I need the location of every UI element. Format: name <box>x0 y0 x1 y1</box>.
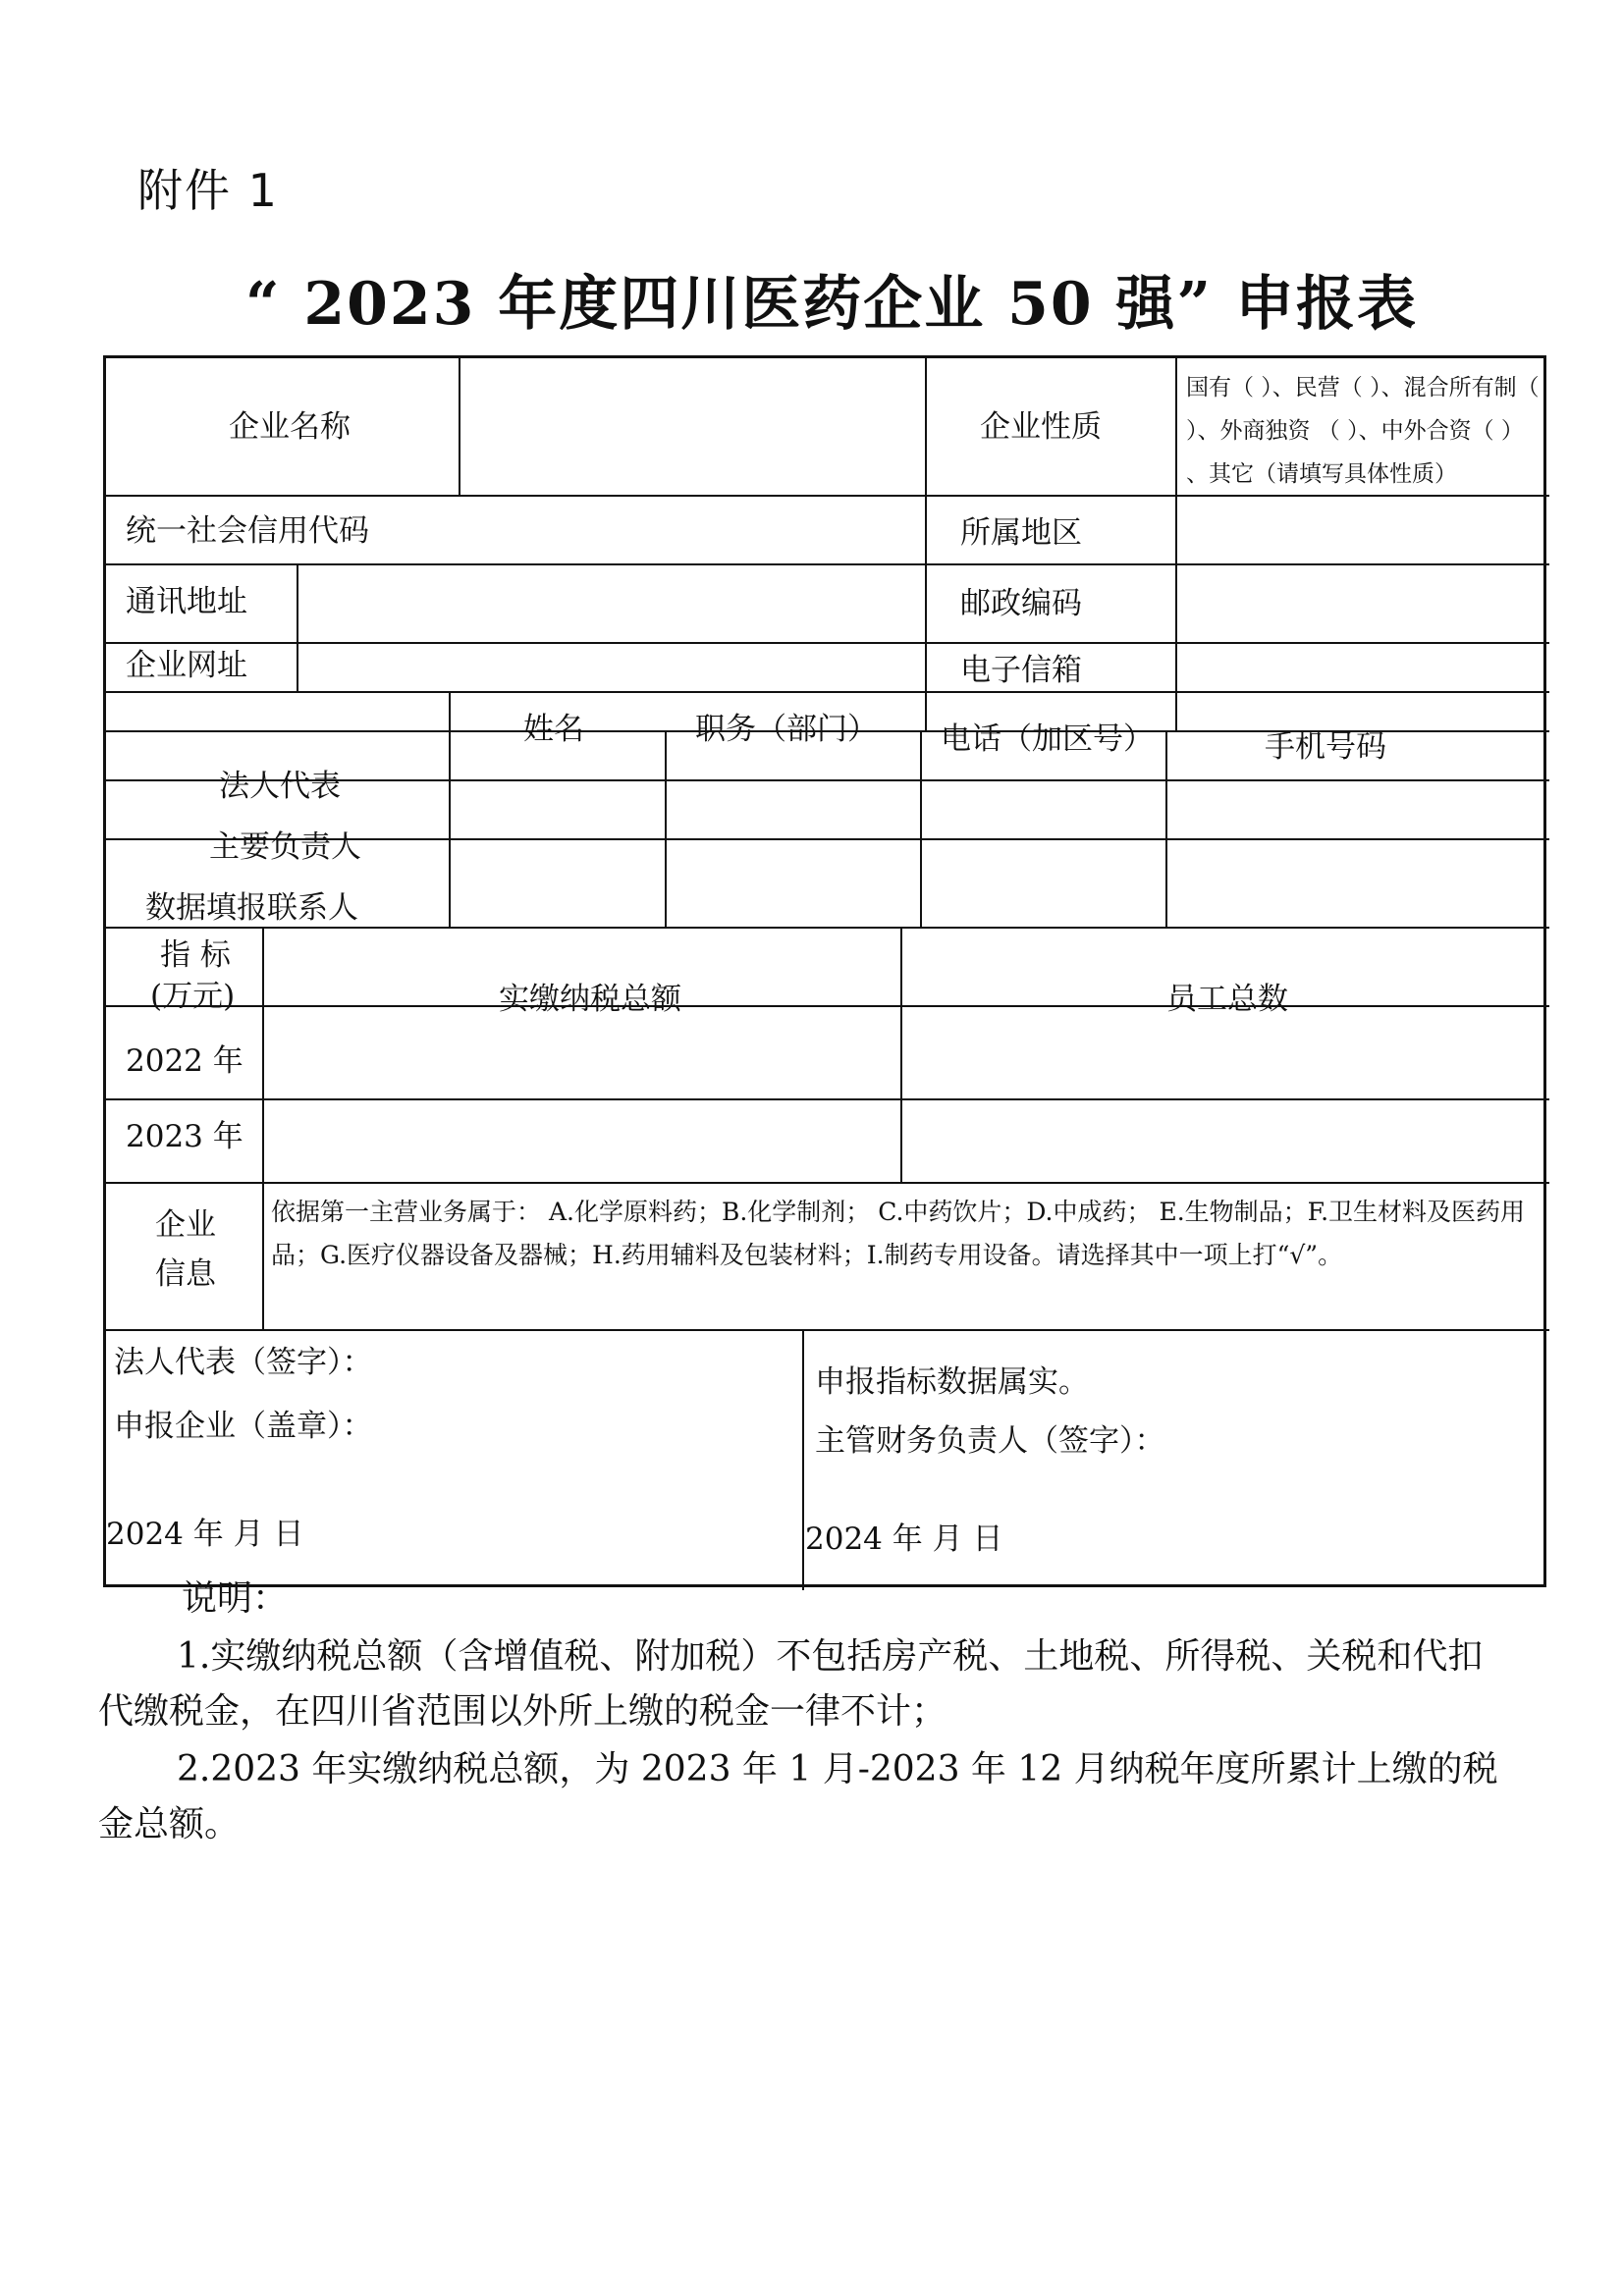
form-title: “ 2023 年度四川医药企业 50 强” 申报表 <box>245 270 1418 339</box>
email-label: 电子信箱 <box>960 653 1082 688</box>
info-label-line2: 信息 <box>155 1256 216 1292</box>
contacts-header-mobile: 手机号码 <box>1265 729 1386 765</box>
declaration-text: 申报指标数据属实。 <box>815 1364 1089 1400</box>
contact-row-responsible: 主要负责人 <box>209 829 361 865</box>
website-label: 企业网址 <box>126 648 247 683</box>
postcode-label: 邮政编码 <box>960 586 1082 621</box>
indicator-label-line2: (万元) <box>150 979 236 1014</box>
info-label-line1: 企业 <box>155 1207 216 1243</box>
date-left: 2024 年 月 日 <box>106 1517 304 1552</box>
note-item-2: 2.2023 年实缴纳税总额，为 2023 年 1 月-2023 年 12 月纳税年度所累计上缴的税金总额。 <box>98 1749 1498 1844</box>
company-nature-options: 国有（ ）、民营（ ）、混合所有制（ ）、外商独资 （ ）、中外合资（ ） 、其它（请填写具体性质） <box>1186 375 1540 487</box>
contacts-header-position: 职务（部门） <box>695 712 878 747</box>
year-2023-label: 2023 年 <box>126 1119 243 1154</box>
tax-total-header: 实缴纳税总额 <box>499 982 681 1017</box>
company-name-label: 企业名称 <box>229 409 351 445</box>
business-category-text: 依据第一主营业务属于： A.化学原料药；B.化学制剂； C.中药饮片；D.中成药； E.生物制品；F.卫生材料及医药用品；G.医疗仪器设备及器械；H.药用辅料及包装材料；I.制药专用设备。请选择其中一项上打“√”。 <box>271 1198 1526 1269</box>
address-label: 通讯地址 <box>126 584 247 619</box>
contact-row-data-contact: 数据填报联系人 <box>145 890 358 926</box>
attachment-label: 附件 1 <box>137 164 279 217</box>
contact-row-legal: 法人代表 <box>219 769 341 804</box>
date-right: 2024 年 月 日 <box>805 1522 1003 1557</box>
year-2022-label: 2022 年 <box>126 1043 243 1079</box>
credit-code-label: 统一社会信用代码 <box>126 513 369 549</box>
indicator-label-line1: 指 标 <box>160 937 231 973</box>
notes-heading: 说明： <box>182 1578 289 1619</box>
finance-sign-label: 主管财务负责人（签字）： <box>815 1423 1165 1459</box>
application-form <box>103 355 1546 1587</box>
legal-sign-label: 法人代表（签字）： <box>114 1345 373 1380</box>
note-item-1: 1.实缴纳税总额（含增值税、附加税）不包括房产税、土地税、所得税、关税和代扣代缴税金，在四川省范围以外所上缴的税金一律不计； <box>98 1636 1484 1732</box>
region-label: 所属地区 <box>960 515 1082 551</box>
contacts-header-name: 姓名 <box>523 712 584 747</box>
company-nature-label: 企业性质 <box>980 409 1102 445</box>
company-seal-label: 申报企业（盖章）： <box>114 1409 373 1444</box>
employees-header: 员工总数 <box>1166 982 1288 1017</box>
contacts-header-phone: 电话（加区号） <box>941 721 1154 757</box>
